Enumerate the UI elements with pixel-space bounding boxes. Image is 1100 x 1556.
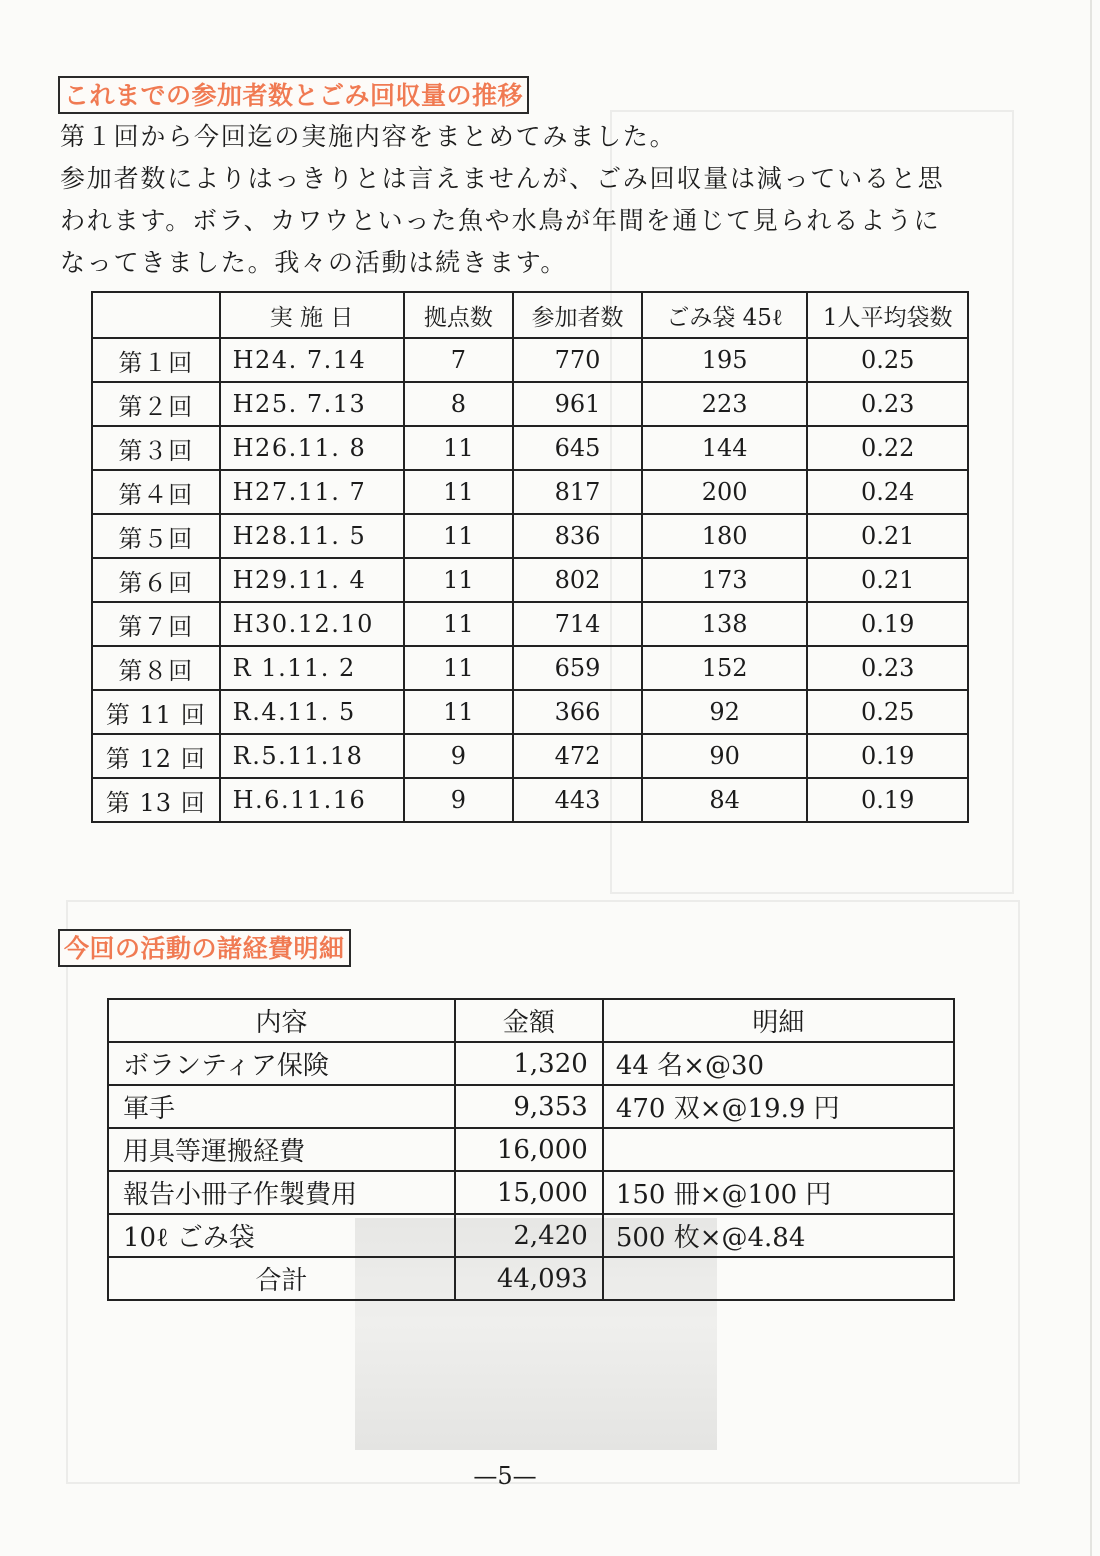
history-table [91,291,969,823]
header-avg: 1人平均袋数 [807,292,968,338]
cell-item: ボランティア保険 [108,1042,455,1085]
history-heading: これまでの参加者数とごみ回収量の推移 [58,76,529,114]
table-row [108,1042,954,1085]
cell-participants: 659 [513,646,642,690]
header-round [92,292,220,338]
table-row [92,426,968,470]
cell-item: 軍手 [108,1085,455,1128]
cell-bags: 90 [642,734,808,778]
cell-detail: 44 名×@30 [603,1042,954,1085]
intro-line: なってきました。我々の活動は続きます。 [60,248,568,277]
cell-detail [603,1128,954,1171]
cell-date: H27.11. 7 [220,470,404,514]
header-amount: 金額 [455,999,603,1042]
cell-avg: 0.21 [807,514,968,558]
intro-paragraph [60,116,1020,284]
cell-detail: 470 双×@19.9 円 [603,1085,954,1128]
header-bags: ごみ袋 45ℓ [642,292,808,338]
cell-avg: 0.19 [807,734,968,778]
cell-sites: 11 [404,602,514,646]
cell-date: H24. 7.14 [220,338,404,382]
cell-detail: 150 冊×@100 円 [603,1171,954,1214]
cell-round: 第５回 [92,514,220,558]
cell-round: 第 13 回 [92,778,220,822]
cell-bags: 84 [642,778,808,822]
intro-line: 参加者数によりはっきりとは言えませんが、ごみ回収量は減っていると思 [60,164,945,193]
cell-date: H.6.11.16 [220,778,404,822]
table-row [92,470,968,514]
cell-sites: 11 [404,690,514,734]
cell-amount: 9,353 [455,1085,603,1128]
table-row [108,1128,954,1171]
cell-amount: 16,000 [455,1128,603,1171]
cell-bags: 200 [642,470,808,514]
cell-sites: 11 [404,426,514,470]
table-row [92,646,968,690]
cell-round: 第３回 [92,426,220,470]
cell-sites: 11 [404,646,514,690]
cell-bags: 195 [642,338,808,382]
intro-line: われます。ボラ、カワウといった魚や水鳥が年間を通じて見られるように [60,206,941,235]
page-edge [1090,0,1092,1556]
cell-detail: 500 枚×@4.84 [603,1214,954,1257]
header-detail: 明細 [603,999,954,1042]
table-row [92,778,968,822]
cell-participants: 802 [513,558,642,602]
cell-avg: 0.24 [807,470,968,514]
cell-avg: 0.23 [807,382,968,426]
cell-date: H26.11. 8 [220,426,404,470]
table-row [108,1171,954,1214]
cell-round: 第２回 [92,382,220,426]
page-number: —5— [473,1462,537,1490]
table-row [92,514,968,558]
cell-bags: 92 [642,690,808,734]
cell-participants: 443 [513,778,642,822]
table-row [92,690,968,734]
cell-participants: 366 [513,690,642,734]
cell-date: H29.11. 4 [220,558,404,602]
cell-date: H25. 7.13 [220,382,404,426]
cell-date: H30.12.10 [220,602,404,646]
cell-item: 10ℓ ごみ袋 [108,1214,455,1257]
cell-participants: 472 [513,734,642,778]
header-date: 実 施 日 [220,292,404,338]
cell-participants: 817 [513,470,642,514]
cell-participants: 714 [513,602,642,646]
table-row [92,734,968,778]
cell-bags: 223 [642,382,808,426]
intro-line: 第１回から今回迄の実施内容をまとめてみました。 [60,122,677,151]
cell-bags: 180 [642,514,808,558]
cell-date: R.5.11.18 [220,734,404,778]
total-detail [603,1257,954,1300]
cell-participants: 770 [513,338,642,382]
table-row [108,1085,954,1128]
cell-sites: 11 [404,558,514,602]
cell-date: H28.11. 5 [220,514,404,558]
table-row [92,602,968,646]
table-header-row [92,292,968,338]
table-row [92,382,968,426]
cell-round: 第８回 [92,646,220,690]
cell-amount: 15,000 [455,1171,603,1214]
cell-round: 第 11 回 [92,690,220,734]
cell-item: 用具等運搬経費 [108,1128,455,1171]
cell-sites: 9 [404,734,514,778]
header-sites: 拠点数 [404,292,514,338]
cell-round: 第７回 [92,602,220,646]
cell-bags: 173 [642,558,808,602]
cell-item: 報告小冊子作製費用 [108,1171,455,1214]
cell-participants: 836 [513,514,642,558]
expense-table [107,998,955,1301]
cell-avg: 0.19 [807,602,968,646]
cell-round: 第１回 [92,338,220,382]
cell-avg: 0.23 [807,646,968,690]
cell-date: R.4.11. 5 [220,690,404,734]
cell-amount: 1,320 [455,1042,603,1085]
cell-avg: 0.25 [807,338,968,382]
cell-round: 第６回 [92,558,220,602]
cell-sites: 11 [404,514,514,558]
cell-amount: 2,420 [455,1214,603,1257]
cell-participants: 961 [513,382,642,426]
cell-sites: 11 [404,470,514,514]
cell-avg: 0.22 [807,426,968,470]
cell-round: 第 12 回 [92,734,220,778]
cell-date: R 1.11. 2 [220,646,404,690]
cell-round: 第４回 [92,470,220,514]
table-row [108,1214,954,1257]
cell-sites: 9 [404,778,514,822]
table-header-row [108,999,954,1042]
cell-avg: 0.25 [807,690,968,734]
header-item: 内容 [108,999,455,1042]
header-participants: 参加者数 [513,292,642,338]
total-label: 合計 [108,1257,455,1300]
cell-bags: 144 [642,426,808,470]
total-amount: 44,093 [455,1257,603,1300]
cell-participants: 645 [513,426,642,470]
cell-avg: 0.21 [807,558,968,602]
cell-sites: 8 [404,382,514,426]
cell-bags: 152 [642,646,808,690]
cell-sites: 7 [404,338,514,382]
table-row [92,338,968,382]
table-row [92,558,968,602]
expense-heading: 今回の活動の諸経費明細 [58,929,351,967]
cell-bags: 138 [642,602,808,646]
cell-avg: 0.19 [807,778,968,822]
total-row [108,1257,954,1300]
